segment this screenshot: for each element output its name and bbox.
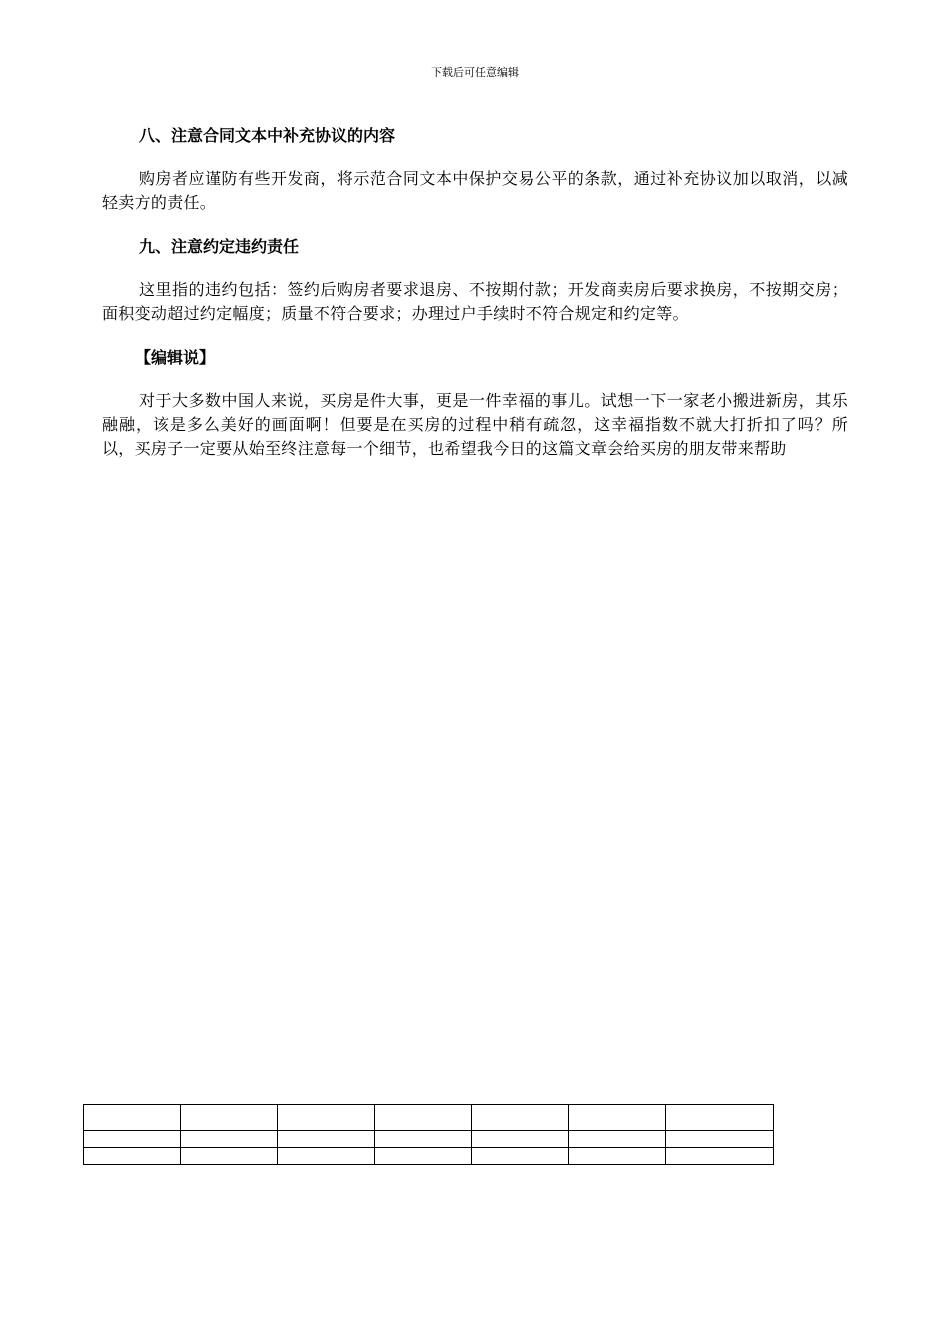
- table-cell: [84, 1131, 181, 1147]
- table-cell: [472, 1105, 569, 1131]
- table-cell: [569, 1147, 666, 1164]
- table-cell: [569, 1105, 666, 1131]
- table-cell: [569, 1131, 666, 1147]
- table-cell: [375, 1147, 472, 1164]
- table-cell: [84, 1105, 181, 1131]
- table-cell: [181, 1105, 278, 1131]
- table-cell: [278, 1131, 375, 1147]
- document-body: [102, 124, 848, 481]
- table-cell: [666, 1131, 774, 1147]
- paragraph-supplementary-agreement: 购房者应谨防有些开发商，将示范合同文本中保护交易公平的条款，通过补充协议加以取消，以减轻卖方的责任。: [102, 169, 848, 212]
- table-row: [84, 1105, 774, 1131]
- paragraph-breach-liability: 这里指的违约包括：签约后购房者要求退房、不按期付款；开发商卖房后要求换房，不按期交房；面积变动超过约定幅度；质量不符合要求；办理过户手续时不符合规定和约定等。: [102, 280, 848, 323]
- table-cell: [472, 1131, 569, 1147]
- table-cell: [666, 1147, 774, 1164]
- table-row: [84, 1147, 774, 1164]
- section-heading-9: 九、注意约定违约责任: [139, 237, 300, 256]
- table-cell: [472, 1147, 569, 1164]
- table-cell: [375, 1105, 472, 1131]
- table-row: [84, 1131, 774, 1147]
- editor-note-heading: 【编辑说】: [135, 348, 216, 367]
- table-cell: [278, 1147, 375, 1164]
- empty-table: [83, 1104, 774, 1165]
- table-cell: [84, 1147, 181, 1164]
- paragraph-editor-note: 对于大多数中国人来说，买房是件大事，更是一件幸福的事儿。试想一下一家老小搬进新房，其乐融融，该是多么美好的画面啊！但要是在买房的过程中稍有疏忽，这幸福指数不就大打折扣了吗？所以，买房子一定要从始至终注意每一个细节，也希望我今日的这篇文章会给买房的朋友带来帮助: [102, 391, 848, 458]
- table-cell: [181, 1147, 278, 1164]
- page-header: 下载后可任意编辑: [431, 66, 519, 79]
- table-cell: [278, 1105, 375, 1131]
- section-heading-8: 八、注意合同文本中补充协议的内容: [139, 126, 396, 145]
- table-cell: [181, 1131, 278, 1147]
- table-cell: [375, 1131, 472, 1147]
- table-cell: [666, 1105, 774, 1131]
